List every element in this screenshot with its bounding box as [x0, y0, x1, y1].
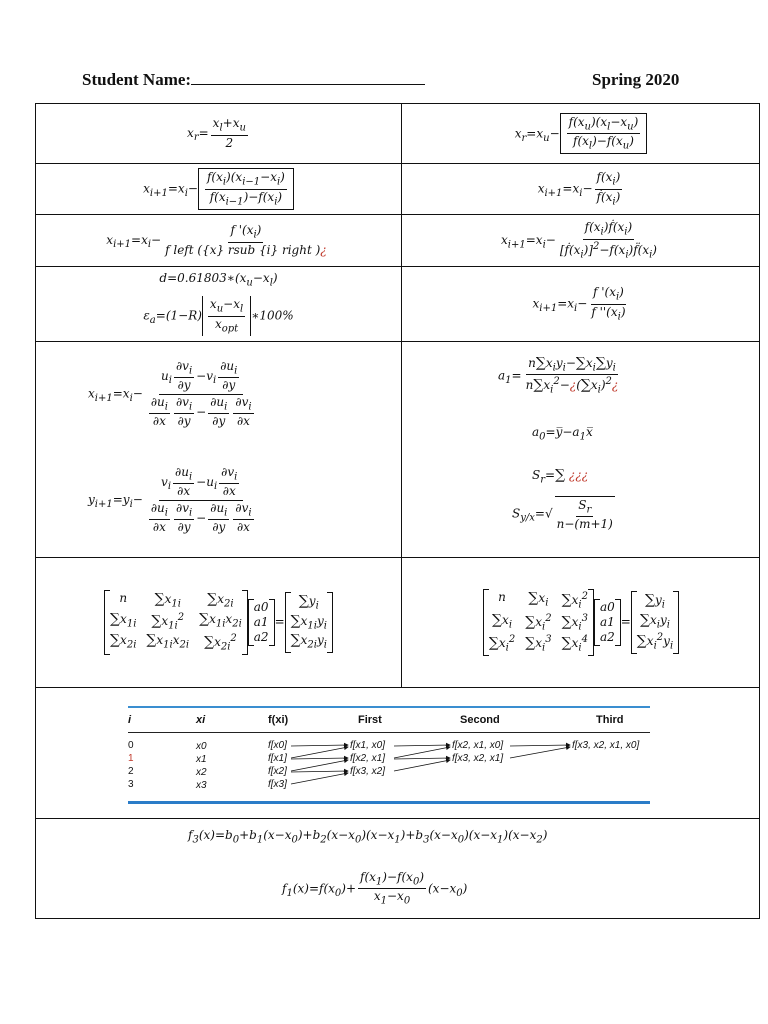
formula-sheet-table — [35, 103, 760, 919]
index-0: 0 — [128, 740, 134, 751]
render-error-text: f left ({x} rsub {i} right ) — [165, 242, 321, 257]
false-position-formula: $x_r=x_u-$ $\frac{f(x_u)(x_l-x_u)}{f(x_l)-f(x_u)}$ — [402, 104, 760, 164]
newton-derivative-formula: $x_{i+1}=x_i-$ $\frac{f(x_i)}{ḟ(x_i)}$ — [402, 164, 760, 215]
index-2: 2 — [128, 766, 134, 777]
golden-section-formulas: $d=0.61803∗(x_u-x_l)$ $\varepsilon_a=(1-R)$ $x_u-x_l$ $x_{opt}$ ∗100% — [36, 267, 402, 342]
multiple-regression-matrix: n $\sum x_{1i}$ $\sum x_{2i}$ $\sum x_{1i}$ $\sum x_{1i}^2$ $\sum x_{1i}x_{2i}$ $\sum x_{2i}$ $\sum x_{1i}x_{2i}$ $\sum x_{2i}^2$ a0 a1 a2 = $\sum y_i$ $\sum x_{1i}y_i$ $\sum x_{2i}y_i$ — [36, 558, 402, 688]
second-difference: f[x3, x2, x1] — [452, 753, 504, 764]
header-i: i — [128, 714, 132, 726]
linear-regression-formulas: $a_1=$ $n\sum x_iy_i-\sum x_i\sum y_i$ $n\sum x_i^2-¿(\sum x_i)^2¿$ $a_0=y̅-a_1x̅$ $S_r=\sum$ ¿¿¿ $S_{y/x}=√$ $\frac{S_r}{n-(m+1)}$ — [402, 342, 760, 558]
index-1: 1 — [128, 753, 134, 764]
first-difference: f[x1, x0] — [350, 740, 386, 751]
x-value: x3 — [196, 780, 207, 791]
student-name-label: Student Name: — [82, 70, 425, 90]
polynomial-regression-matrix: n $\sum x_i$ $\sum x_i^2$ $\sum x_i$ $\sum x_i^2$ $\sum x_i^3$ $\sum x_i^2$ $\sum x_i^3$ $\sum x_i^4$ a0 a1 a2 = $\sum y_i$ $\sum x_iy_i$ $\sum x_i^2y_i$ — [402, 558, 760, 688]
first-difference: f[x3, x2] — [350, 766, 386, 777]
f-value: f[x3] — [268, 779, 287, 790]
x-value: x0 — [196, 741, 207, 752]
student-name-line — [191, 70, 425, 85]
term-label: Spring 2020 — [592, 70, 680, 89]
header-second: Second — [460, 714, 500, 726]
divided-difference-table — [128, 706, 650, 804]
third-difference: f[x3, x2, x1, x0] — [572, 740, 640, 751]
header-xi: xi — [196, 714, 206, 726]
second-difference: f[x2, x1, x0] — [452, 740, 504, 751]
header-third: Third — [596, 714, 624, 726]
first-difference: f[x2, x1] — [350, 753, 386, 764]
f-value: f[x1] — [268, 753, 287, 764]
x-value: x2 — [196, 767, 207, 778]
modified-newton-formula: $x_{i+1}=x_i-$ $\frac{f(x_i)ḟ(x_i)}{[ḟ(x_i)]^2-f(x_i)f̈(x_i)}$ — [402, 215, 760, 267]
divided-difference-section — [36, 688, 760, 819]
secant-formula: $x_{i+1}=x_i-$ $\frac{f(x_i)(x_{i-1}-x_i)}{f(x_{i-1})-f(x_i)}$ — [36, 164, 402, 215]
f-value: f[x0] — [268, 740, 287, 751]
header-fxi: f(xi) — [268, 714, 289, 726]
x-value: x1 — [196, 754, 207, 765]
index-3: 3 — [128, 779, 134, 790]
difference-arrows — [128, 706, 650, 804]
nonlinear-newton-system: $x_{i+1}=x_i-$ $u_i$ $\frac{\partial v_i}{\partial y}$ $-v_i$ $\frac{\partial u_i}{\partial y}$ $\frac{\partial u_i}{\partial x}$ $\frac{\partial v_i}{\partial y}$ − $\frac{\partial u_i}{\partial y}$ $\frac{\partial v_i}{\partial x}$ $y_{i+1}=y_i-$ $v_i$ $\frac{\partial u_i}{\partial x}$ $-u_i$ $\frac{\partial v_i}{\partial x}$ $\frac{\partial u_i}{\partial x}$ $\frac{\partial v_i}{\partial y}$ − $\frac{\partial u_i}{\partial y}$ $\frac{\partial v_i}{\partial x}$ — [36, 342, 402, 558]
newton-interpolation-formulas: $f_3(x)=b_0+b_1(x-x_0)+b_2(x-x_0)(x-x_1)+b_3(x-x_0)(x-x_1)(x-x_2)$ $f_1(x)=f(x_0)+$ $\frac{f(x_1)-f(x_0)}{x_1-x_0}$ $(x-x_0)$ — [188, 828, 548, 907]
f-value: f[x2] — [268, 766, 287, 777]
newton-optimization-formula: $x_{i+1}=x_i-$ $\frac{f '(x_i)}{f ''(x_i)}$ — [402, 267, 760, 342]
header-first: First — [358, 714, 382, 726]
newton-raphson-formula: $x_{i+1}=x_i-$ f '$(x_i)$ f left ({x} rsub {i} right )¿ — [36, 215, 402, 267]
bisection-formula: $x_r=$ $\frac{x_l+x_u}{2}$ — [36, 104, 402, 164]
